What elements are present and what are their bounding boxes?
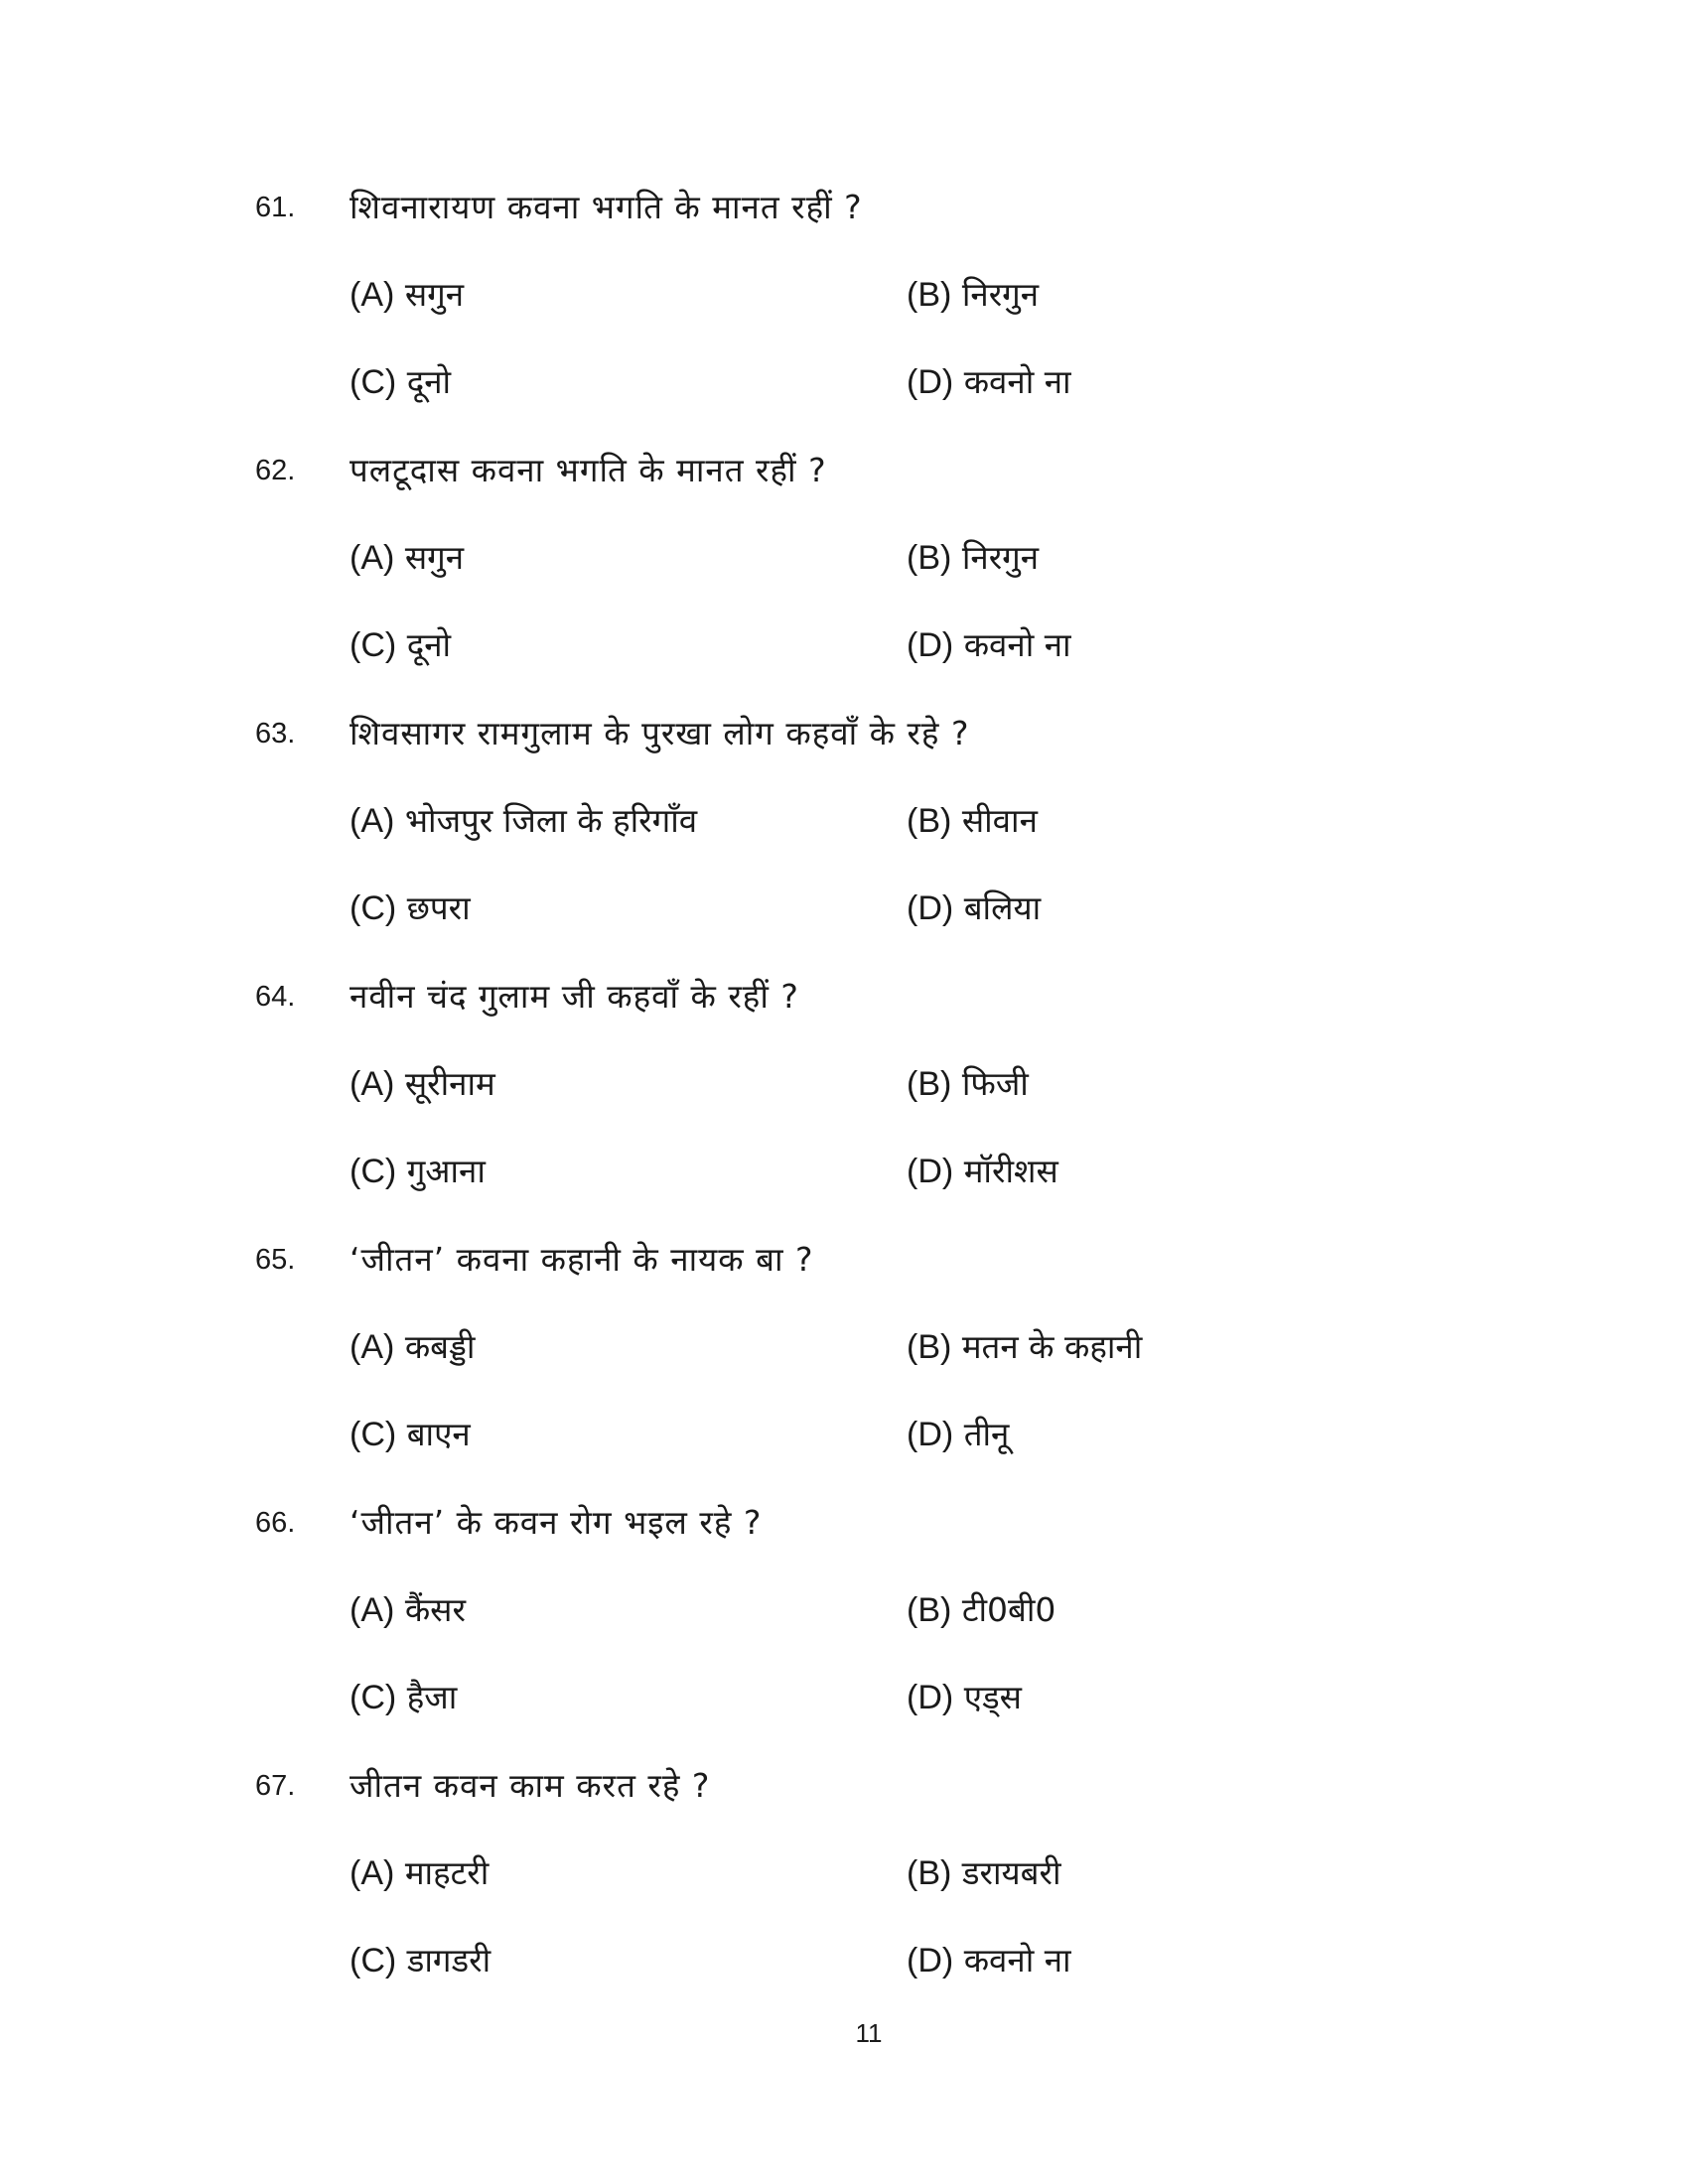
option-letter: (C): [350, 626, 397, 664]
option-letter: (C): [350, 889, 397, 927]
option-letter: (C): [350, 1679, 397, 1716]
option-text: फिजी: [961, 1064, 1029, 1103]
option-text: बाएन: [406, 1415, 471, 1453]
option-a: [350, 535, 464, 581]
option-c: [350, 1149, 486, 1194]
option-letter: (A): [350, 1854, 395, 1892]
question-63: [0, 711, 1688, 974]
question-text: जीतन कवन काम करत रहे ?: [350, 1766, 711, 1805]
page-number: 11: [855, 2018, 883, 2048]
option-letter: (D): [907, 1942, 954, 1979]
option-letter: (D): [907, 1416, 954, 1453]
option-letter: (D): [907, 1153, 954, 1190]
option-a: [350, 1324, 475, 1370]
option-d: [907, 1149, 1058, 1194]
option-text: कबड्डी: [404, 1327, 476, 1366]
question-67: [0, 1763, 1688, 2026]
option-text: तीनू: [963, 1415, 1010, 1453]
option-b: [907, 1324, 1142, 1370]
question-text: ‘जीतन’ कवना कहानी के नायक बा ?: [350, 1240, 814, 1279]
option-c: [350, 886, 471, 931]
option-text: सूरीनाम: [404, 1064, 495, 1103]
question-61: [0, 185, 1688, 448]
option-text: सगुन: [404, 275, 465, 314]
option-text: दूनो: [406, 625, 452, 664]
option-letter: (B): [907, 1065, 952, 1103]
option-letter: (B): [907, 276, 952, 314]
question-number: 62.: [255, 455, 296, 486]
option-text: एड्स: [963, 1678, 1022, 1716]
option-letter: (B): [907, 1328, 952, 1366]
option-letter: (A): [350, 539, 395, 577]
option-a: [350, 1587, 466, 1633]
option-c: [350, 359, 451, 405]
option-text: सीवान: [961, 801, 1038, 840]
option-text: कवनो ना: [963, 362, 1071, 401]
option-text: कवनो ना: [963, 1941, 1071, 1979]
option-d: [907, 622, 1071, 668]
option-letter: (C): [350, 1942, 397, 1979]
question-text: ‘जीतन’ के कवन रोग भइल रहे ?: [350, 1503, 763, 1542]
option-letter: (B): [907, 539, 952, 577]
option-c: [350, 1675, 457, 1720]
option-d: [907, 1675, 1022, 1720]
option-letter: (A): [350, 802, 395, 840]
option-c: [350, 1412, 471, 1457]
option-letter: (C): [350, 363, 397, 401]
option-letter: (A): [350, 1328, 395, 1366]
option-d: [907, 1412, 1009, 1457]
question-text: पलटूदास कवना भगति के मानत रहीं ?: [350, 451, 827, 489]
option-c: [350, 622, 451, 668]
option-letter: (A): [350, 276, 395, 314]
option-letter: (C): [350, 1416, 397, 1453]
option-letter: (A): [350, 1065, 395, 1103]
option-letter: (D): [907, 889, 954, 927]
option-letter: (B): [907, 802, 952, 840]
option-letter: (D): [907, 626, 954, 664]
option-letter: (A): [350, 1591, 395, 1629]
question-66: [0, 1500, 1688, 1763]
option-a: [350, 798, 697, 844]
option-text: निरगुन: [961, 538, 1040, 577]
question-number: 61.: [255, 192, 296, 223]
option-text: डागडरी: [406, 1941, 492, 1979]
option-b: [907, 1850, 1061, 1896]
option-text: मतन के कहानी: [961, 1327, 1143, 1366]
question-number: 66.: [255, 1507, 296, 1539]
option-letter: (B): [907, 1854, 952, 1892]
option-text: कैंसर: [404, 1590, 466, 1629]
option-text: बलिया: [963, 888, 1042, 927]
option-text: दूनो: [406, 362, 452, 401]
option-b: [907, 272, 1039, 318]
question-text: शिवसागर रामगुलाम के पुरखा लोग कहवाँ के रहे ?: [350, 714, 970, 752]
option-a: [350, 1061, 495, 1107]
question-number: 65.: [255, 1244, 296, 1276]
option-letter: (B): [907, 1591, 952, 1629]
question-62: [0, 448, 1688, 711]
option-letter: (C): [350, 1153, 397, 1190]
option-letter: (D): [907, 363, 954, 401]
option-text: टी0बी0: [961, 1590, 1056, 1629]
option-d: [907, 359, 1071, 405]
option-text: माहटरी: [404, 1853, 490, 1892]
option-a: [350, 1850, 489, 1896]
option-text: डरायबरी: [961, 1853, 1061, 1892]
option-b: [907, 798, 1038, 844]
question-text: नवीन चंद गुलाम जी कहवाँ के रहीं ?: [350, 977, 799, 1016]
option-b: [907, 1061, 1029, 1107]
option-text: मॉरीशस: [963, 1152, 1058, 1190]
question-65: [0, 1237, 1688, 1500]
question-number: 67.: [255, 1770, 296, 1802]
option-text: कवनो ना: [963, 625, 1071, 664]
option-letter: (D): [907, 1679, 954, 1716]
question-number: 63.: [255, 718, 296, 750]
option-text: सगुन: [404, 538, 465, 577]
option-text: गुआना: [406, 1152, 486, 1190]
question-64: [0, 974, 1688, 1237]
option-a: [350, 272, 464, 318]
option-d: [907, 1938, 1071, 1983]
option-b: [907, 535, 1039, 581]
option-text: हैजा: [406, 1678, 458, 1716]
question-number: 64.: [255, 981, 296, 1013]
option-d: [907, 886, 1041, 931]
option-text: छपरा: [406, 888, 471, 927]
option-c: [350, 1938, 491, 1983]
option-text: निरगुन: [961, 275, 1040, 314]
option-b: [907, 1587, 1055, 1633]
option-text: भोजपुर जिला के हरिगाँव: [404, 801, 698, 840]
question-text: शिवनारायण कवना भगति के मानत रहीं ?: [350, 188, 863, 226]
